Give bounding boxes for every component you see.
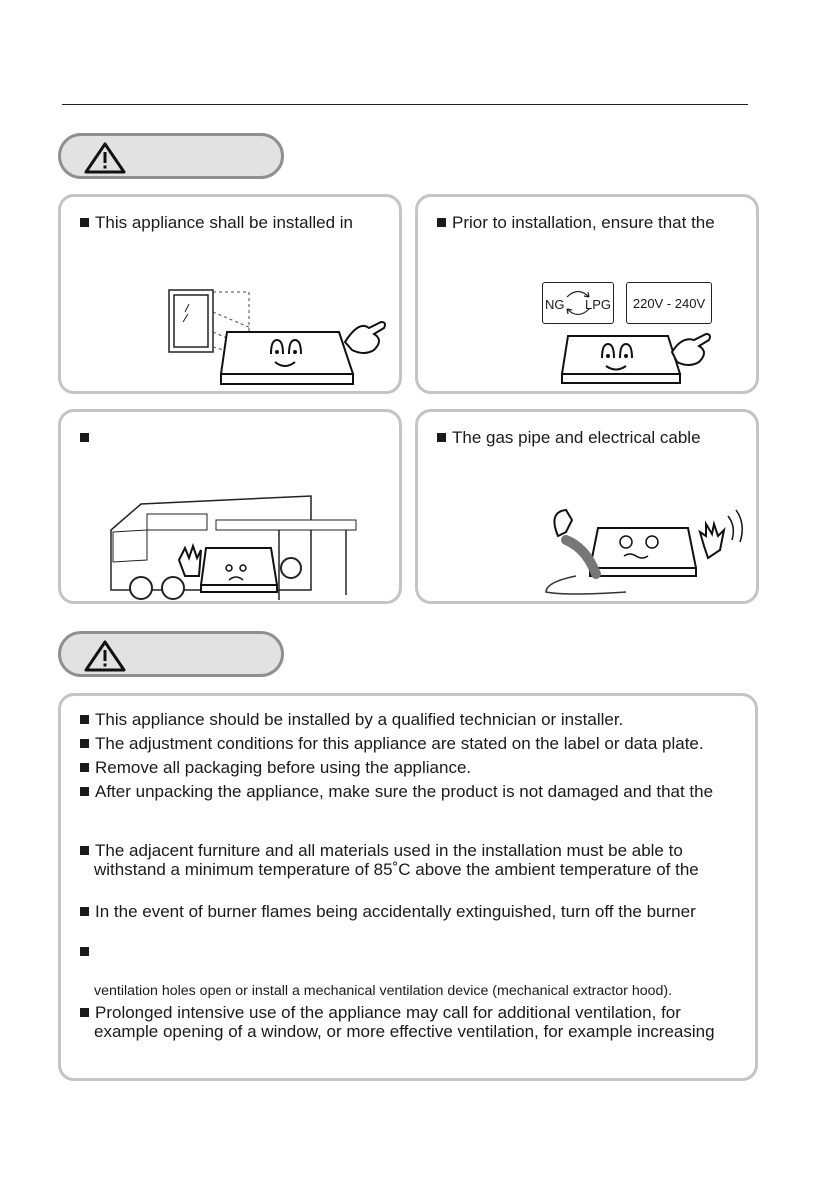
caravan-illustration bbox=[91, 490, 381, 600]
swap-arrows-icon bbox=[563, 285, 593, 321]
gas-type-box bbox=[542, 282, 614, 324]
instruction-line bbox=[80, 942, 95, 962]
instruction-line: Remove all packaging before using the appliance. bbox=[80, 758, 471, 778]
panel-text: This appliance shall be installed in bbox=[95, 213, 353, 232]
instruction-line: The adjustment conditions for this appliance are stated on the label or data plate. bbox=[80, 734, 704, 754]
gas-type-lpg: LPG bbox=[584, 297, 611, 312]
caution-banner bbox=[58, 631, 284, 677]
instruction-line-continued: ventilation holes open or install a mechanical ventilation device (mechanical extractor hood). bbox=[94, 983, 673, 999]
gas-pipe-illustration bbox=[538, 500, 748, 600]
instruction-line: This appliance should be installed by a qualified technician or installer. bbox=[80, 710, 623, 730]
warning-banner bbox=[58, 133, 284, 179]
bullet bbox=[437, 433, 446, 442]
warning-triangle-icon bbox=[83, 141, 127, 175]
panel-gas-pipe-warning bbox=[415, 409, 759, 604]
instruction-line: The adjacent furniture and all materials used in the installation must be able to bbox=[80, 841, 683, 861]
instruction-line: In the event of burner flames being accidentally extinguished, turn off the burner bbox=[80, 902, 696, 922]
panel-gas-voltage-check bbox=[415, 194, 759, 394]
panel-installation-location bbox=[58, 194, 402, 394]
instruction-line: Prolonged intensive use of the appliance may call for additional ventilation, for bbox=[80, 1003, 681, 1023]
instruction-line: After unpacking the appliance, make sure the product is not damaged and that the bbox=[80, 782, 713, 802]
window-hob-illustration bbox=[161, 282, 411, 392]
bullet bbox=[80, 218, 89, 227]
bullet bbox=[437, 218, 446, 227]
hob-pointing-illustration bbox=[558, 330, 728, 390]
warning-triangle-icon bbox=[83, 639, 127, 673]
instruction-line-continued: withstand a minimum temperature of 85˚C above the ambient temperature of the bbox=[94, 860, 699, 879]
voltage-label: 220V - 240V bbox=[632, 295, 706, 311]
panel-text: The gas pipe and electrical cable bbox=[452, 428, 701, 447]
gas-type-ng: NG bbox=[545, 297, 565, 312]
instruction-line-continued: example opening of a window, or more effective ventilation, for example increasing bbox=[94, 1022, 715, 1041]
panel-vehicle-warning bbox=[58, 409, 402, 604]
voltage-box bbox=[626, 282, 712, 324]
panel-text: Prior to installation, ensure that the bbox=[452, 213, 715, 232]
header-rule bbox=[62, 104, 748, 105]
bullet bbox=[80, 433, 89, 442]
